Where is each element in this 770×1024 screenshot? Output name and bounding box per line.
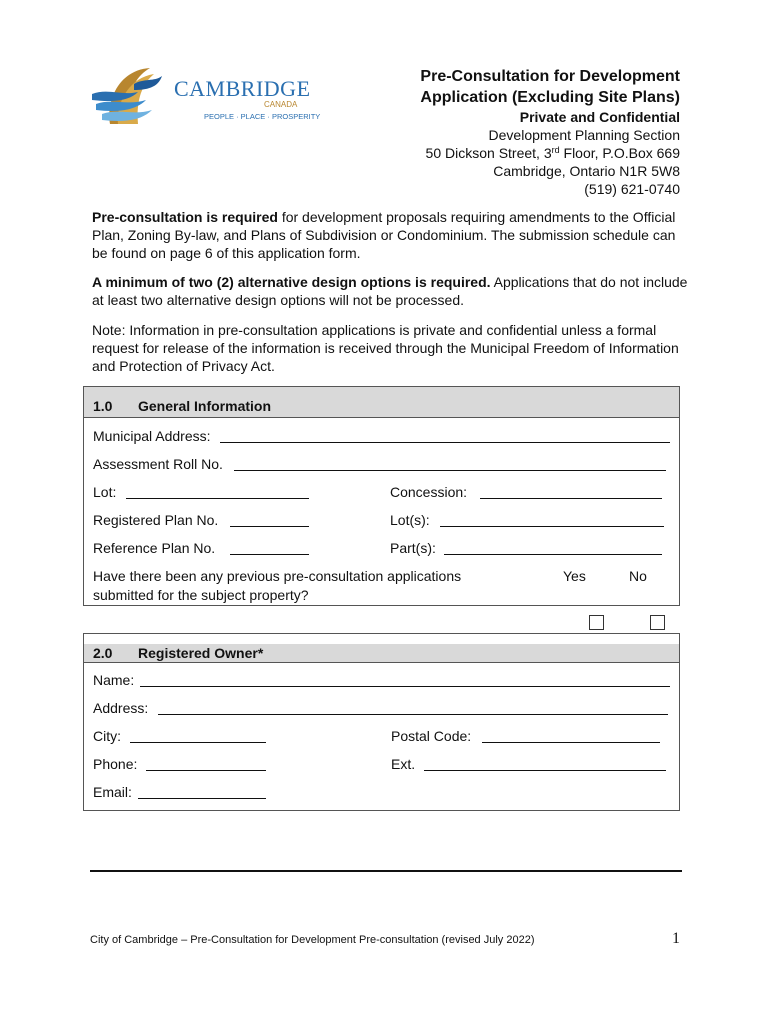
address-post: Floor, P.O.Box 669 xyxy=(559,145,680,161)
planning-section: Development Planning Section xyxy=(488,127,680,143)
p1-rest: for development proposals requiring amendments to the Official Plan, Zoning By-law, and Plans of Subdivision or Condominium. The submission schedule can be found on page 6 of this application form. xyxy=(92,209,676,261)
previous-application-question-line-2: submitted for the subject property? xyxy=(93,587,309,603)
address-sup: rd xyxy=(551,145,560,155)
owner-ext-label: Ext. xyxy=(391,756,416,772)
owner-postal-code-field[interactable] xyxy=(482,742,660,743)
registered-plan-field[interactable] xyxy=(230,526,309,527)
logo-country: CANADA xyxy=(264,100,298,109)
title-line-2: Application (Excluding Site Plans) xyxy=(420,89,680,106)
intro-paragraph-2 xyxy=(92,273,692,309)
lots-label: Lot(s): xyxy=(390,512,430,528)
owner-phone-label: Phone: xyxy=(93,756,138,772)
section2-title: Registered Owner* xyxy=(138,645,264,661)
previous-application-no-checkbox[interactable] xyxy=(650,615,665,630)
yes-label: Yes xyxy=(563,568,586,584)
street-address xyxy=(426,144,680,162)
footer-divider xyxy=(90,870,682,872)
previous-application-question-line-1: Have there been any previous pre-consultation applications xyxy=(93,568,462,584)
owner-address-field[interactable] xyxy=(158,714,668,715)
address-pre: 50 Dickson Street, 3 xyxy=(425,145,552,161)
private-confidential: Private and Confidential xyxy=(519,109,680,125)
concession-label: Concession: xyxy=(390,484,468,500)
cambridge-logo xyxy=(88,62,321,128)
municipal-address-label: Municipal Address: xyxy=(93,428,211,444)
title-line-1: Pre-Consultation for Development xyxy=(420,68,680,85)
p2-bold: A minimum of two (2) alternative design options is required. xyxy=(92,274,491,290)
no-label: No xyxy=(629,568,647,584)
p2-rest: Applications that do not include at least two alternative design options will not be processed. xyxy=(92,274,688,308)
owner-address-label: Address: xyxy=(93,700,149,716)
lot-field[interactable] xyxy=(126,498,309,499)
owner-phone-field[interactable] xyxy=(146,770,266,771)
section2-number: 2.0 xyxy=(93,645,113,661)
intro-paragraph-3: Note: Information in pre-consultation applications is private and confidential unless a formal request for release of the information is received through the Municipal Freedom of Information and Protection of Privacy Act. xyxy=(92,322,679,374)
assessment-roll-field[interactable] xyxy=(234,470,666,471)
section-general-information xyxy=(83,386,680,606)
owner-email-field[interactable] xyxy=(138,798,266,799)
reference-plan-label: Reference Plan No. xyxy=(93,540,216,556)
owner-city-field[interactable] xyxy=(130,742,266,743)
owner-city-label: City: xyxy=(93,728,121,744)
phone-line: (519) 621-0740 xyxy=(584,181,680,197)
section1-header xyxy=(84,387,679,418)
logo-tagline: PEOPLE · PLACE · PROSPERITY xyxy=(204,112,321,121)
reference-plan-field[interactable] xyxy=(230,554,309,555)
registered-plan-label: Registered Plan No. xyxy=(93,512,219,528)
p1-bold: Pre-consultation is required xyxy=(92,209,278,225)
section1-number: 1.0 xyxy=(93,398,113,414)
owner-name-field[interactable] xyxy=(140,686,670,687)
city-line: Cambridge, Ontario N1R 5W8 xyxy=(493,163,680,179)
parts-label: Part(s): xyxy=(390,540,436,556)
owner-name-label: Name: xyxy=(93,672,135,688)
municipal-address-field[interactable] xyxy=(220,442,670,443)
form-title xyxy=(420,66,680,108)
section2-header xyxy=(84,634,679,663)
section1-title: General Information xyxy=(138,398,272,414)
intro-paragraph-1 xyxy=(92,208,692,262)
owner-ext-field[interactable] xyxy=(424,770,666,771)
section-registered-owner xyxy=(83,633,680,811)
parts-field[interactable] xyxy=(444,554,662,555)
lots-field[interactable] xyxy=(440,526,664,527)
lot-label: Lot: xyxy=(93,484,117,500)
assessment-roll-label: Assessment Roll No. xyxy=(93,456,223,472)
footer-text: City of Cambridge – Pre-Consultation for Development Pre-consultation (revised July 2022) xyxy=(90,934,535,946)
page-number: 1 xyxy=(672,930,680,947)
previous-application-yes-checkbox[interactable] xyxy=(589,615,604,630)
owner-postal-code-label: Postal Code: xyxy=(391,728,472,744)
logo-name: CAMBRIDGE xyxy=(174,76,311,101)
owner-email-label: Email: xyxy=(93,784,132,800)
concession-field[interactable] xyxy=(480,498,662,499)
